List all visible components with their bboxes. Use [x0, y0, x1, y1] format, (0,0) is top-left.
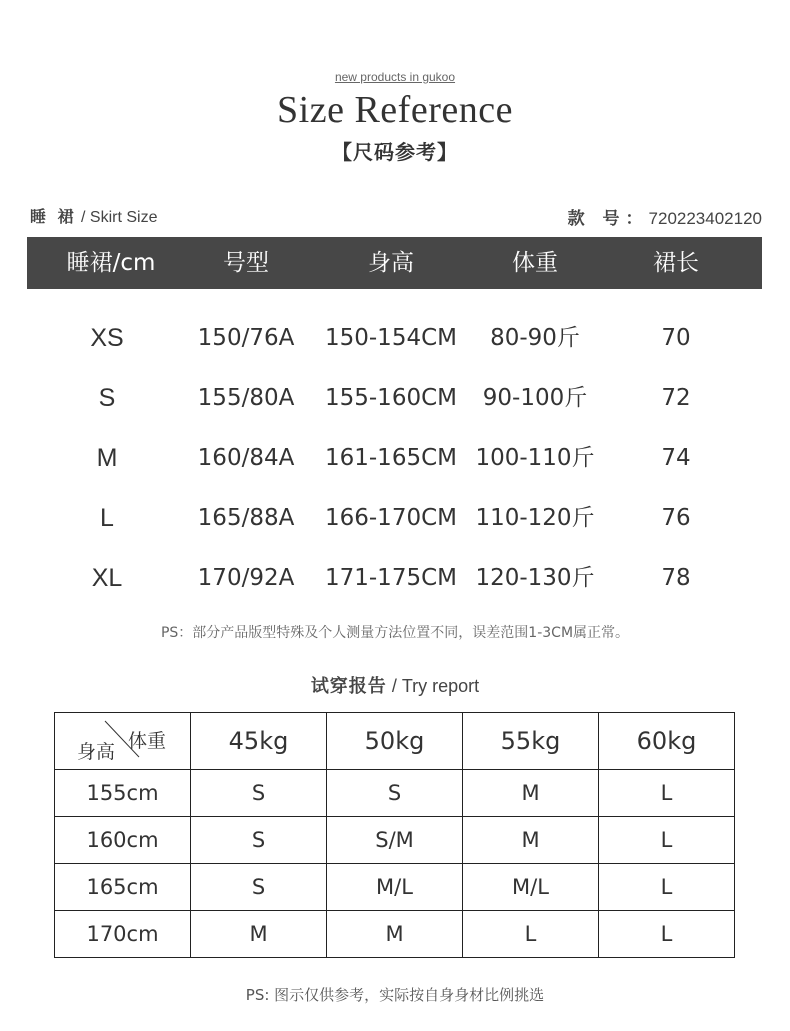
- size-header-col: 体重: [512, 250, 558, 276]
- height-cell: 165cm: [55, 864, 191, 911]
- weight-header: 45kg: [191, 713, 327, 770]
- style-number: [540, 204, 762, 229]
- page-subtitle: 【尺码参考】: [332, 140, 458, 164]
- size-cell: 170/92A: [197, 565, 295, 591]
- size-result-cell: M/L: [463, 864, 599, 911]
- size-cell: L: [100, 504, 114, 532]
- size-cell: 110-120斤: [475, 505, 595, 531]
- measurement-note: PS：部分产品版型特殊及个人测量方法位置不同，误差范围1-3CM属正常。: [160, 625, 630, 641]
- height-cell: 160cm: [55, 817, 191, 864]
- size-result-cell: S/M: [327, 817, 463, 864]
- tagline-text: new products in gukoo: [334, 70, 456, 84]
- try-report-row: [55, 911, 735, 958]
- size-header-col: 睡裙/cm: [66, 250, 156, 276]
- size-cell: 171-175CM: [324, 565, 457, 591]
- height-cell: 155cm: [55, 770, 191, 817]
- try-report-header-row: [55, 713, 735, 770]
- size-cell: 90-100斤: [482, 385, 588, 411]
- size-cell: 72: [661, 385, 691, 411]
- size-cell: 78: [661, 565, 691, 591]
- size-cell: XL: [91, 564, 123, 592]
- size-row: [27, 558, 762, 598]
- size-cell: 150/76A: [197, 325, 295, 351]
- size-row: [27, 318, 762, 358]
- size-result-cell: M: [327, 911, 463, 958]
- try-report-title-zh: 试穿报告: [310, 676, 387, 697]
- size-cell: 155-160CM: [324, 385, 457, 411]
- corner-weight-label: 体重: [128, 730, 167, 752]
- weight-header: 55kg: [463, 713, 599, 770]
- size-result-cell: L: [599, 817, 735, 864]
- size-row: [27, 498, 762, 538]
- size-result-cell: L: [599, 911, 735, 958]
- try-report-table: [54, 712, 735, 958]
- size-cell: S: [98, 384, 116, 412]
- size-cell: 100-110斤: [475, 445, 595, 471]
- size-cell: M: [96, 444, 118, 472]
- size-cell: 70: [661, 325, 691, 351]
- size-result-cell: S: [191, 864, 327, 911]
- style-number-value: 720223402120: [648, 209, 762, 228]
- size-result-cell: S: [327, 770, 463, 817]
- try-report-title: [0, 672, 790, 698]
- weight-header: 60kg: [599, 713, 735, 770]
- size-result-cell: S: [191, 770, 327, 817]
- size-result-cell: L: [599, 864, 735, 911]
- page-title: Size Reference: [277, 89, 513, 131]
- size-result-cell: S: [191, 817, 327, 864]
- size-cell: 161-165CM: [324, 445, 457, 471]
- diagonal-divider: [55, 713, 191, 769]
- size-result-cell: L: [599, 770, 735, 817]
- size-cell: XS: [90, 324, 124, 352]
- size-row: [27, 438, 762, 478]
- size-cell: 80-90斤: [490, 325, 580, 351]
- height-cell: 170cm: [55, 911, 191, 958]
- size-cell: 166-170CM: [324, 505, 457, 531]
- try-report-row: [55, 770, 735, 817]
- size-cell: 160/84A: [197, 445, 295, 471]
- size-cell: 150-154CM: [324, 325, 457, 351]
- weight-header: 50kg: [327, 713, 463, 770]
- style-number-label: 款 号：: [567, 209, 649, 229]
- try-report-row: [55, 864, 735, 911]
- size-cell: 76: [661, 505, 691, 531]
- section-label-zh: 睡 裙: [30, 207, 77, 226]
- size-header-col: 身高: [368, 250, 414, 276]
- size-result-cell: M: [463, 770, 599, 817]
- size-cell: 120-130斤: [475, 565, 595, 591]
- size-cell: 155/80A: [197, 385, 295, 411]
- try-report-row: [55, 817, 735, 864]
- size-header-col: 裙长: [653, 250, 699, 276]
- try-report-title-en: / Try report: [386, 676, 480, 696]
- size-result-cell: L: [463, 911, 599, 958]
- size-row: [27, 378, 762, 418]
- size-cell: 74: [661, 445, 691, 471]
- size-header-col: 号型: [223, 250, 269, 276]
- section-label-en: / Skirt Size: [76, 209, 158, 226]
- size-result-cell: M: [191, 911, 327, 958]
- reference-note: PS: 图示仅供参考，实际按自身身材比例挑选: [245, 986, 545, 1004]
- tagline: [0, 70, 790, 84]
- size-result-cell: M: [463, 817, 599, 864]
- corner-height-label: 身高: [77, 741, 116, 763]
- corner-cell: [55, 713, 191, 770]
- section-label: [30, 204, 157, 227]
- size-cell: 165/88A: [197, 505, 295, 531]
- size-result-cell: M/L: [327, 864, 463, 911]
- size-table-header: [27, 237, 762, 289]
